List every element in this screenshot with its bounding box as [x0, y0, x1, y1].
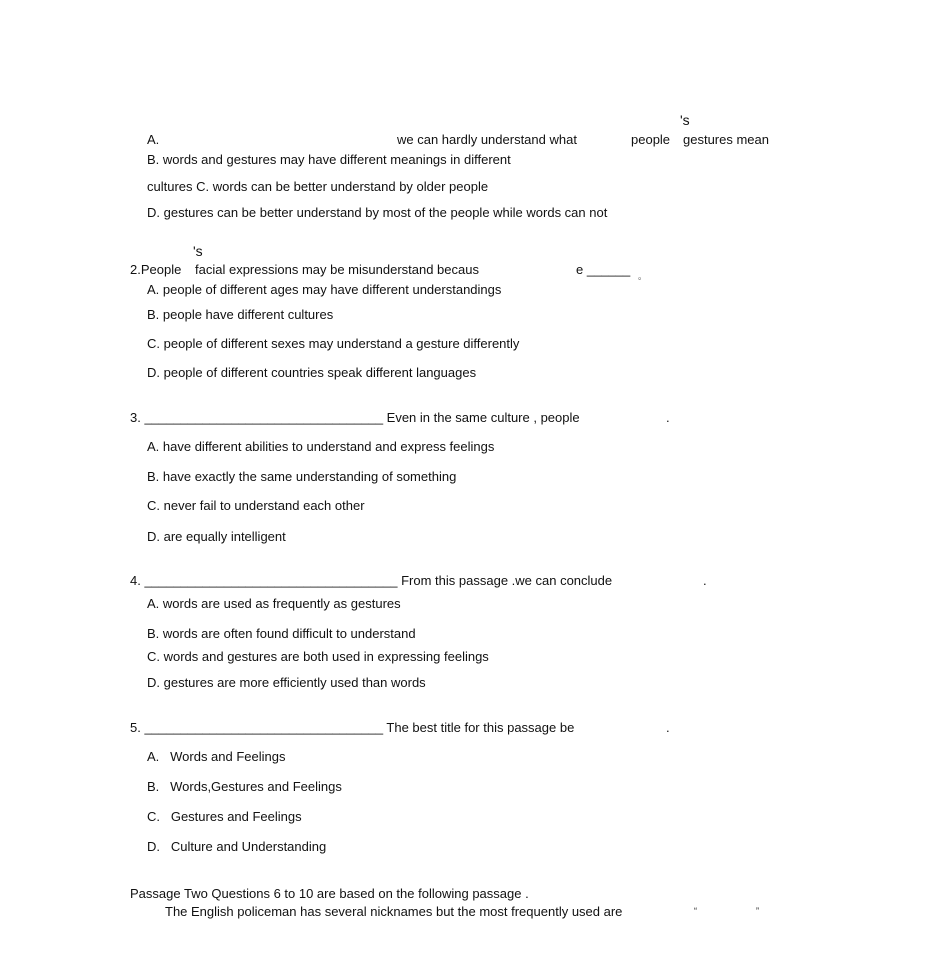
- q5-option-b: B. Words,Gestures and Feelings: [147, 779, 342, 794]
- q1-option-a-text-2: people: [631, 132, 671, 147]
- q3-stem-end: .: [666, 410, 670, 425]
- q2-option-b: B. people have different cultures: [147, 307, 334, 322]
- q5-option-d: D. Culture and Understanding: [147, 839, 327, 854]
- q1-option-a-text-1: we can hardly understand what: [397, 132, 577, 147]
- q2-stem-part-3: e ______: [576, 262, 631, 277]
- q1-option-d: D. gestures can be better understand by most of the people while words can not: [147, 205, 608, 220]
- q3-option-d: D. are equally intelligent: [147, 529, 286, 544]
- q2-stem-part-2: facial expressions may be misunderstand becaus: [195, 262, 479, 277]
- q4-option-b: B. words are often found difficult to understand: [147, 626, 416, 641]
- q2-stem-part-1: 2.People: [130, 262, 182, 277]
- q1-option-b: B. words and gestures may have different meanings in different: [147, 152, 511, 167]
- q4-option-d: D. gestures are more efficiently used than words: [147, 675, 426, 690]
- q3-option-a: A. have different abilities to understand and express feelings: [147, 439, 495, 454]
- passage-two-heading: Passage Two Questions 6 to 10 are based on the following passage .: [130, 886, 529, 901]
- q2-option-c: C. people of different sexes may understand a gesture differently: [147, 336, 520, 351]
- q4-stem-end: .: [703, 573, 707, 588]
- q5-stem: 5. _________________________________ The best title for this passage be: [130, 720, 575, 735]
- q2-option-d: D. people of different countries speak different languages: [147, 365, 477, 380]
- q1-option-c-line: cultures C. words can be better understand by older people: [147, 179, 489, 194]
- q5-stem-end: .: [666, 720, 670, 735]
- q1-option-a-text-3: gestures mean: [683, 132, 769, 147]
- q1-option-a-letter: A.: [147, 132, 160, 147]
- q4-stem: 4. ___________________________________ From this passage .we can conclude: [130, 573, 613, 588]
- q3-stem: 3. _________________________________ Even in the same culture , people: [130, 410, 580, 425]
- q5-option-c: C. Gestures and Feelings: [147, 809, 302, 824]
- q4-option-c: C. words and gestures are both used in expressing feelings: [147, 649, 489, 664]
- q4-option-a: A. words are used as frequently as gestures: [147, 596, 401, 611]
- q3-option-b: B. have exactly the same understanding of something: [147, 469, 457, 484]
- q2-apostrophe-s: 's: [193, 243, 203, 259]
- q3-option-c: C. never fail to understand each other: [147, 498, 365, 513]
- passage-two-quote-close: ”: [756, 906, 759, 916]
- q2-stem-end: 。: [638, 271, 648, 281]
- passage-two-quote-open: “: [694, 906, 697, 916]
- q2-option-a: A. people of different ages may have different understandings: [147, 282, 502, 297]
- q5-option-a: A. Words and Feelings: [147, 749, 286, 764]
- passage-two-line-1: The English policeman has several nicknames but the most frequently used are: [165, 904, 623, 919]
- q1-apostrophe-s: 's: [680, 112, 690, 128]
